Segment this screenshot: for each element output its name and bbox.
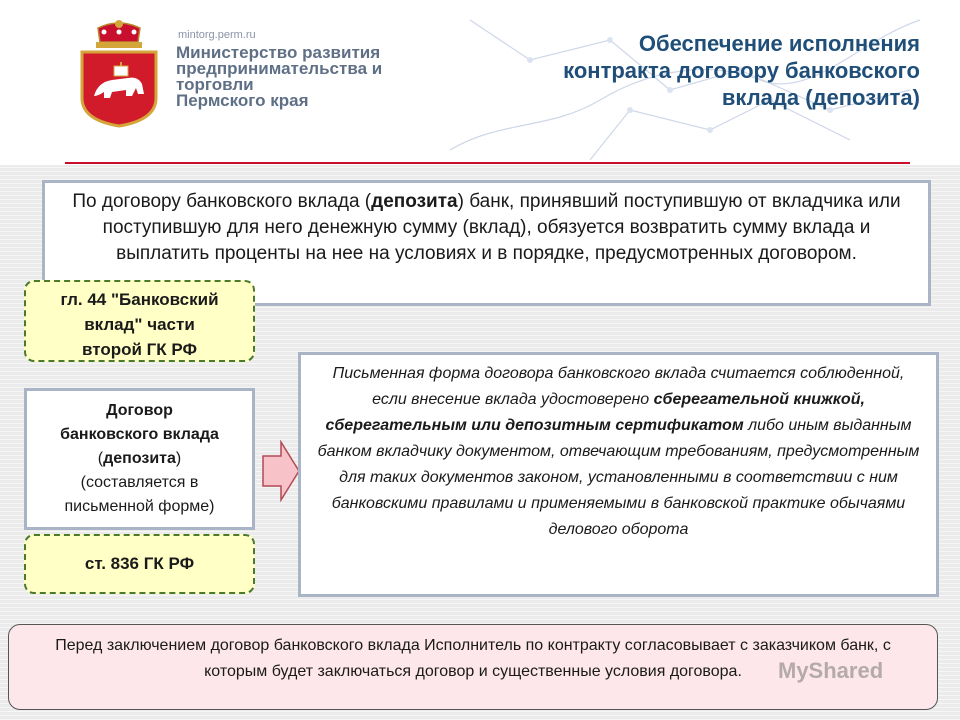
ministry-line: торговли — [176, 75, 254, 94]
contract-paren: ( — [97, 450, 104, 467]
chapter-ref-line: вклад" части — [84, 315, 195, 334]
contract-line: (составляется в — [80, 474, 199, 491]
contract-line: банковского вклада — [60, 426, 219, 443]
contract-box — [24, 388, 255, 530]
contract-paren: ) — [175, 450, 182, 467]
right-arrow-icon — [261, 440, 301, 502]
note-box: Перед заключением договор банковского вклада Исполнитель по контракту согласовывает с заказчиком банк, с которым будет заключаться договор и существенные условия договора. — [8, 624, 938, 710]
written-form-bold: сберегательной книжкой, сберегательным или депозитным сертификатом — [325, 391, 865, 434]
site-url: mintorg.perm.ru — [178, 29, 256, 41]
slide-header — [0, 0, 960, 165]
ministry-line: Пермского края — [176, 91, 309, 110]
title-line: контракта договору банковского — [563, 58, 920, 83]
chapter-reference-badge — [24, 280, 255, 362]
definition-text: ) банк, принявший поступившую от вкладчика или поступившую для него денежную сумму (вклад), обязуется возвратить сумму вклада и выплатить проценты на нее на условиях и в порядке, предусмотренных договором. — [102, 191, 901, 264]
watermark: MyShared — [778, 658, 884, 683]
contract-term: депозита — [103, 450, 176, 467]
slide-title — [450, 30, 920, 111]
definition-text: По договору банковского вклада ( — [72, 191, 372, 212]
written-form-box — [298, 352, 939, 597]
contract-line: Договор — [106, 402, 173, 419]
title-line: Обеспечение исполнения — [638, 31, 920, 56]
article-reference-badge: ст. 836 ГК РФ — [24, 534, 255, 594]
written-form-text: Письменная форма договора банковского вклада считается соблюденной, если внесение вклада удостоверено — [332, 365, 905, 408]
header-divider — [65, 162, 910, 164]
chapter-ref-line: второй ГК РФ — [81, 340, 197, 359]
title-line: вклада (депозита) — [721, 85, 920, 110]
ministry-line: предпринимательства и — [176, 59, 383, 78]
ministry-name — [176, 45, 426, 109]
chapter-ref-line: гл. 44 "Банковский — [60, 290, 219, 309]
contract-line: письменной форме) — [64, 498, 215, 515]
written-form-text: либо иным выданным банком вкладчику документом, отвечающим требованиям, предусмотренным для таких документов законом, установленными в соответствии с ним банковскими правилами и применяемыми в банковской практике обычаями делового оборота — [317, 417, 920, 538]
perm-coat-of-arms-icon — [78, 18, 160, 128]
contract-line — [27, 447, 252, 471]
ministry-line: Министерство развития — [176, 43, 381, 62]
definition-term: депозита — [371, 191, 458, 212]
